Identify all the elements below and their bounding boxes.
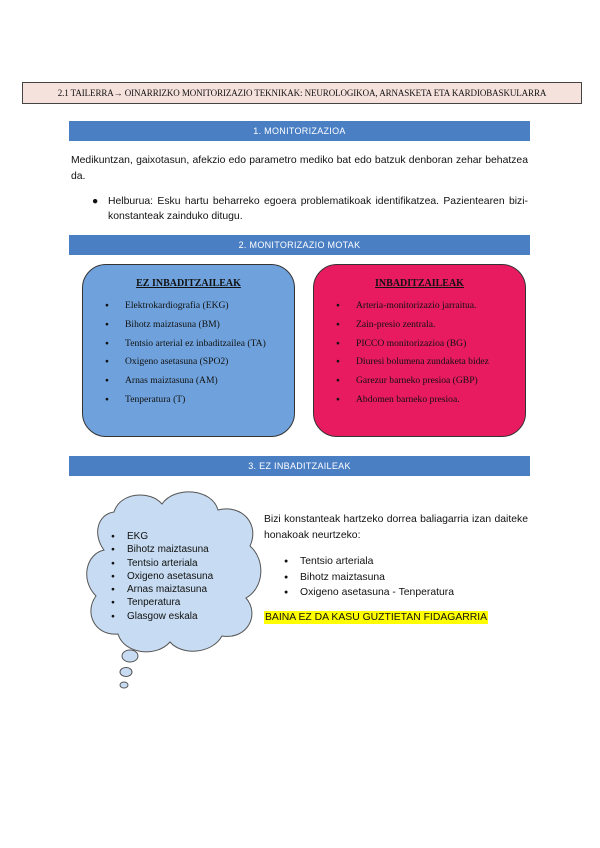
list-item: ● Zain-presio zentrala. xyxy=(336,316,525,335)
list-item: ● Oxigeno asetasuna (SPO2) xyxy=(105,353,294,372)
list-item: ● Oxigeno asetasuna xyxy=(111,570,213,583)
list-item: ● Arnas maiztasuna (AM) xyxy=(105,372,294,391)
section-heading-monitorizazioa: 1. MONITORIZAZIOA xyxy=(69,121,530,141)
list-item: ● Arnas maiztasuna xyxy=(111,583,213,596)
invasive-list xyxy=(314,297,525,410)
tower-paragraph: Bizi konstanteak hartzeko dorrea baliagarria izan daiteke honakoak neurtzeko: xyxy=(264,514,528,541)
bullet-icon: ● xyxy=(92,196,99,207)
list-item: ● PICCO monitorizazioa (BG) xyxy=(336,335,525,354)
cloud-list xyxy=(111,530,213,623)
list-item: ● EKG xyxy=(111,530,213,543)
invasive-card xyxy=(313,264,526,437)
list-item: ● Bihotz maiztasuna xyxy=(111,543,213,556)
warning-highlight: BAINA EZ DA KASU GUZTIETAN FIDAGARRIA xyxy=(265,612,488,623)
non-invasive-list xyxy=(83,297,294,410)
list-item: ● Bihotz maiztasuna xyxy=(284,570,454,586)
list-item: ● Tentsio arteriala xyxy=(111,557,213,570)
list-item: ● Glasgow eskala xyxy=(111,610,213,623)
goal-bullet xyxy=(92,194,528,224)
invasive-title: INBADITZAILEAK xyxy=(375,278,464,289)
non-invasive-card xyxy=(82,264,295,437)
list-item: ● Tenperatura xyxy=(111,596,213,609)
list-item: ● Arteria-monitorizazio jarraitua. xyxy=(336,297,525,316)
measure-list xyxy=(284,554,454,601)
list-item: ● Diuresi bolumena zundaketa bidez xyxy=(336,353,525,372)
list-item: ● Elektrokardiografia (EKG) xyxy=(105,297,294,316)
list-item: ● Tenperatura (T) xyxy=(105,391,294,410)
list-item: ● Garezur barneko presioa (GBP) xyxy=(336,372,525,391)
list-item: ● Tentsio arterial ez inbaditzailea (TA) xyxy=(105,335,294,354)
list-item: ● Abdomen barneko presioa. xyxy=(336,391,525,410)
list-item: ● Bihotz maiztasuna (BM) xyxy=(105,316,294,335)
non-invasive-title: EZ INBADITZAILEAK xyxy=(136,278,241,289)
section-heading-monitorizazio-motak: 2. MONITORIZAZIO MOTAK xyxy=(69,235,530,255)
list-item: ● Tentsio arteriala xyxy=(284,554,454,570)
list-item: ● Oxigeno asetasuna - Tenperatura xyxy=(284,585,454,601)
section-heading-ez-inbaditzaileak: 3. EZ INBADITZAILEAK xyxy=(69,456,530,476)
definition-paragraph: Medikuntzan, gaixotasun, afekzio edo parametro mediko bat edo batzuk denboran zehar behatzea da. xyxy=(71,155,528,182)
document-title: 2.1 TAILERRA→ OINARRIZKO MONITORIZAZIO TEKNIKAK: NEUROLOGIKOA, ARNASKETA ETA KARDIOBASKULARRA xyxy=(22,82,582,104)
goal-text: Helburua: Esku hartu beharreko egoera problematikoak identifikatzea. Pazientearen bizi-konstanteak zainduko ditugu. xyxy=(108,196,528,222)
